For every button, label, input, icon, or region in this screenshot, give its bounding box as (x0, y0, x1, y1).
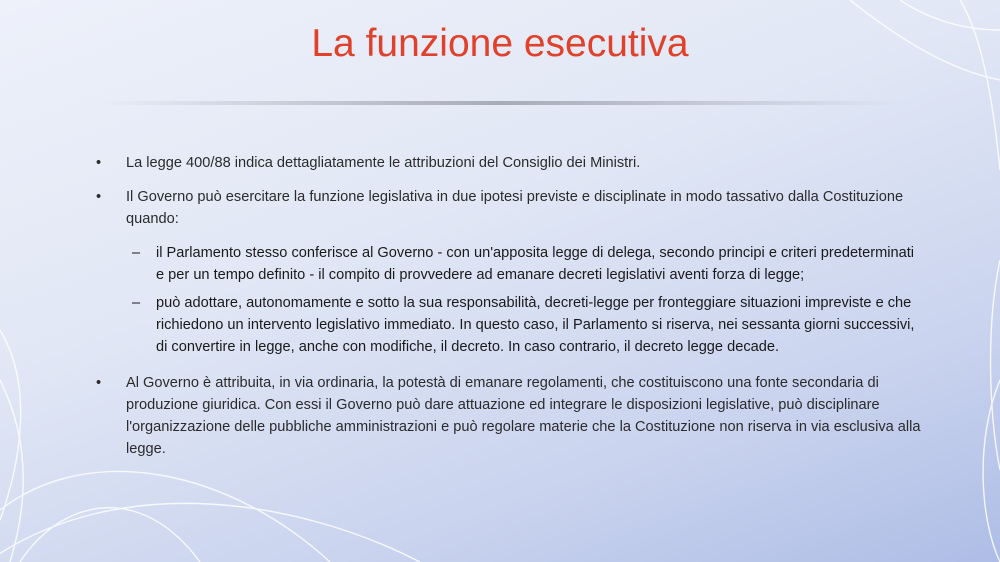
title-divider (100, 101, 900, 105)
sub-bullet-item (96, 292, 926, 358)
bullet-text: Il Governo può esercitare la funzione legislativa in due ipotesi previste e disciplinate in modo tassativo dalla Costituzione quando: (126, 189, 904, 227)
dash-marker: – (132, 295, 141, 311)
sub-bullet-text: il Parlamento stesso conferisce al Governo - con un'apposita legge di delega, secondo principi e criteri predeterminati e per un tempo definito - il compito di provvedere ad emanare decreti legislativi aventi forza di legge; (156, 245, 915, 283)
dash-marker: – (132, 245, 141, 261)
bullet-marker: • (96, 155, 102, 171)
bullet-text: La legge 400/88 indica dettagliatamente le attribuzioni del Consiglio dei Ministri. (126, 155, 641, 171)
bullet-text: Al Governo è attribuita, in via ordinaria, la potestà di emanare regolamenti, che costituiscono una fonte secondaria di produzione giuridica. Con essi il Governo può dare attuazione ed integrare le disposizioni legislative, può disciplinare l'organizzazione delle pubbliche amministrazioni e può regolare materie che la Costituzione non riserva in via esclusiva alla legge. (126, 375, 921, 457)
slide-title: La funzione esecutiva (311, 22, 689, 65)
bullet-marker: • (96, 189, 102, 205)
sub-bullet-text: può adottare, autonomamente e sotto la sua responsabilità, decreti-legge per fronteggiare situazioni impreviste e che richiedono un intervento legislativo immediato. In questo caso, il Parlamento si riserva, nei sessanta giorni successivi, di convertire in legge, anche con modifiche, il decreto. In caso contrario, il decreto legge decade. (156, 295, 915, 355)
bullet-item (96, 186, 926, 230)
sub-bullet-list (96, 242, 926, 358)
slide-content (96, 152, 926, 472)
bullet-item (96, 152, 926, 174)
bullet-marker: • (96, 375, 102, 391)
sub-bullet-item (96, 242, 926, 286)
bullet-item (96, 372, 926, 460)
